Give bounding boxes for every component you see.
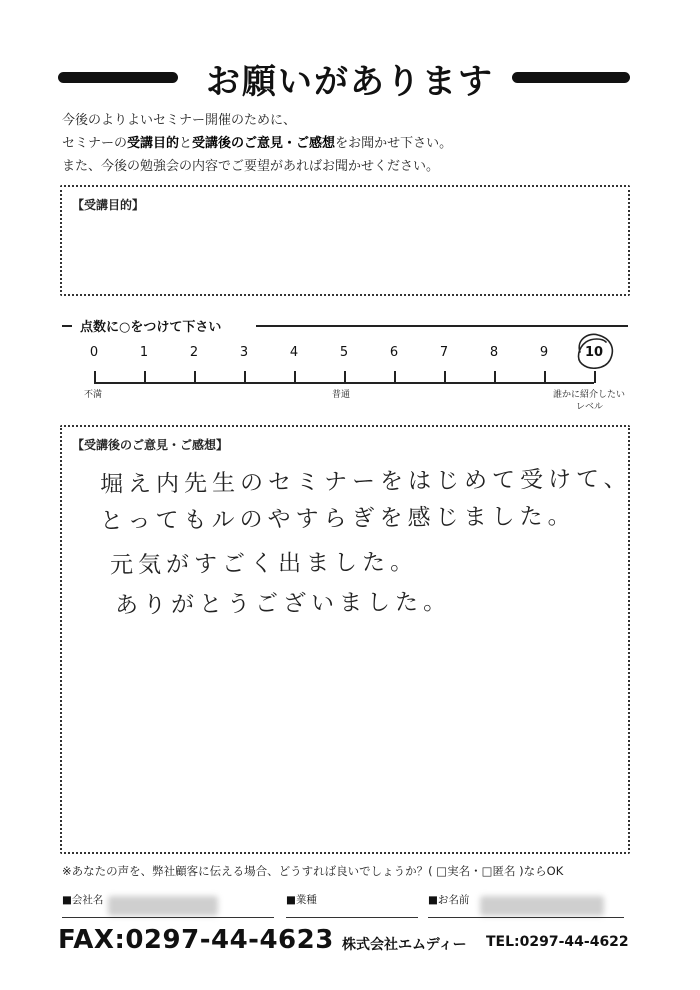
scale-number-2[interactable]: 2: [189, 345, 199, 360]
scale-tick-10: [594, 371, 596, 383]
scale-number-0[interactable]: 0: [89, 345, 99, 360]
name-field-line[interactable]: [428, 917, 624, 918]
scale-label-mid: 普通: [332, 390, 351, 400]
scale-heading-text: 点数に○をつけて下さい: [80, 320, 222, 335]
selection-circle-icon: [572, 330, 618, 372]
intro-text: をお聞かせ下さい。: [335, 136, 453, 151]
comment-label: 【受講後のご意見・ご感想】: [72, 438, 229, 452]
scale-tick-7: [444, 371, 446, 383]
company-field-line[interactable]: [62, 917, 274, 918]
company-field-label: ■会社名: [62, 894, 104, 906]
scale-tick-6: [394, 371, 396, 383]
handwritten-line-1: 堀え内先生のセミナーをはじめて受けて、: [99, 466, 632, 498]
page-title: お願いがあります: [206, 62, 494, 102]
scale-rule-right: [256, 325, 628, 327]
scale-tick-8: [494, 371, 496, 383]
company-name: 株式会社エムディー: [342, 937, 467, 953]
name-value-redacted: [480, 896, 604, 916]
scale-tick-5: [344, 371, 346, 383]
scale-number-10[interactable]: 10: [584, 345, 604, 360]
intro-line-3: また、今後の勉強会の内容でご要望があればお聞かせください。: [62, 159, 440, 174]
scale-tick-4: [294, 371, 296, 383]
industry-field-line[interactable]: [286, 917, 418, 918]
scale-tick-2: [194, 371, 196, 383]
scale-number-6[interactable]: 6: [389, 345, 399, 360]
scale-rule-left: [62, 325, 72, 327]
scale-tick-3: [244, 371, 246, 383]
tel-number: TEL:0297-44-4622: [486, 934, 629, 950]
intro-text: と: [179, 136, 193, 151]
purpose-box[interactable]: [60, 185, 630, 296]
scale-heading: [80, 316, 221, 335]
handwritten-line-4: ありがとうございました。: [114, 589, 452, 619]
scale-number-3[interactable]: 3: [239, 345, 249, 360]
scale-number-8[interactable]: 8: [489, 345, 499, 360]
scale-number-9[interactable]: 9: [539, 345, 549, 360]
scale-tick-0: [94, 371, 96, 383]
scale-tick-9: [544, 371, 546, 383]
handwritten-line-2: とってもルのやすらぎを感じました。: [99, 503, 576, 535]
scale-tick-1: [144, 371, 146, 383]
scale-number-7[interactable]: 7: [439, 345, 449, 360]
consent-note: ※あなたの声を、弊社顧客に伝える場合、どうすれば良いでしょうか？( □実名・□匿名 )ならOK: [62, 864, 564, 878]
intro-text: セミナーの: [62, 136, 128, 151]
scale-number-1[interactable]: 1: [139, 345, 149, 360]
handwritten-line-3: 元気がすごく出ました。: [109, 549, 419, 579]
name-field-label: ■お名前: [428, 894, 470, 906]
scale-number-5[interactable]: 5: [339, 345, 349, 360]
company-value-redacted: [108, 896, 218, 916]
intro-line-1: 今後のよりよいセミナー開催のために、: [62, 113, 297, 128]
intro-line-2: [62, 135, 452, 153]
scale-number-4[interactable]: 4: [289, 345, 299, 360]
industry-field-label: ■業種: [286, 894, 317, 906]
scale-label-low: 不満: [84, 390, 103, 400]
fax-number: FAX:0297-44-4623: [58, 925, 334, 955]
intro-emphasis-feedback: 受講後のご意見・ご感想: [192, 136, 336, 151]
intro-emphasis-purpose: 受講目的: [127, 136, 180, 151]
scale-label-high-2: レベル: [576, 402, 604, 412]
purpose-label: 【受講目的】: [72, 198, 145, 212]
scale-label-high-1: 誰かに紹介したい: [553, 390, 626, 400]
